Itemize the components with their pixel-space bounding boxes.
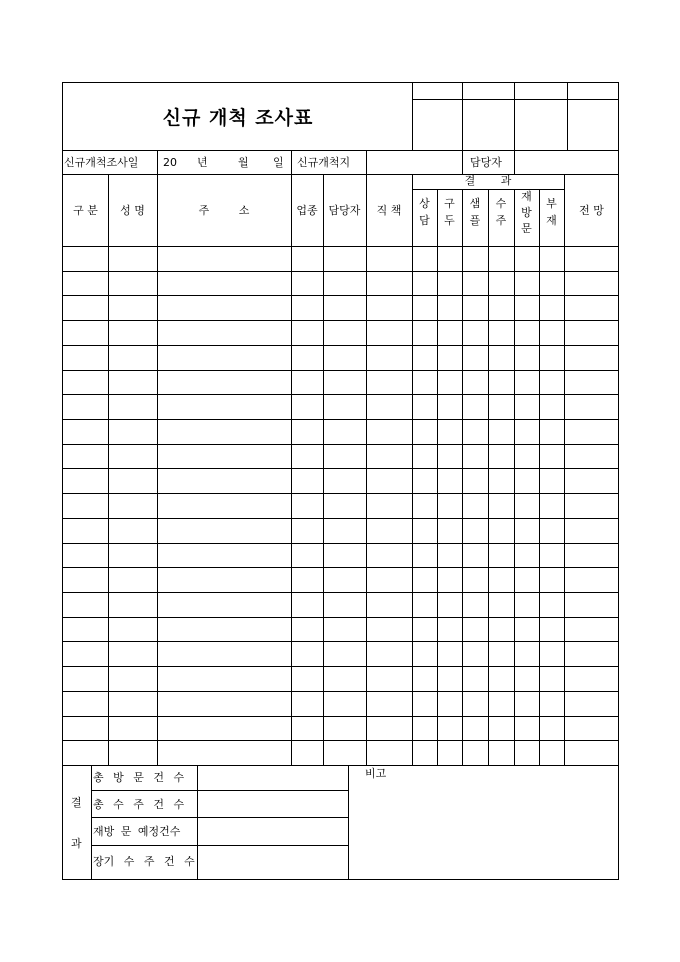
- header-position: 직 책: [376, 204, 402, 217]
- table-row[interactable]: [63, 518, 619, 519]
- col-divider: [157, 174, 158, 765]
- header-absent-1: 부: [546, 197, 557, 210]
- header-sample-1: 샘: [469, 197, 481, 210]
- table-row[interactable]: [63, 543, 619, 544]
- header-address: 주 소: [198, 204, 250, 217]
- table-row[interactable]: [63, 345, 619, 346]
- header-outlook: 전 망: [579, 204, 604, 217]
- survey-form: [62, 82, 619, 880]
- table-row[interactable]: [63, 320, 619, 321]
- col-divider: [323, 174, 324, 765]
- header-verbal-1: 구: [444, 197, 455, 210]
- header-sample-2: 플: [469, 214, 481, 227]
- approval-divider: [567, 83, 568, 151]
- table-row[interactable]: [63, 394, 619, 395]
- header-revisit-1: 재: [521, 190, 532, 203]
- approval-sign-cell[interactable]: [413, 100, 461, 150]
- table-row[interactable]: [63, 666, 619, 667]
- info-divider: [157, 150, 158, 174]
- manager-label: 담당자: [470, 156, 502, 169]
- header-revisit-3: 문: [521, 222, 532, 235]
- col-divider: [108, 174, 109, 765]
- year-label: 년: [197, 156, 208, 169]
- total-visits-label: 총 방 문 건 수: [93, 771, 185, 784]
- planned-revisits-field[interactable]: [198, 818, 348, 845]
- table-row[interactable]: [63, 370, 619, 371]
- header-business: 업종: [296, 204, 318, 217]
- table-row[interactable]: [63, 740, 619, 741]
- remarks-field[interactable]: [349, 781, 619, 880]
- planned-revisits-label: 재방 문 예정건수: [93, 825, 181, 838]
- header-bottom-line: [63, 246, 619, 247]
- form-title: 신규 개척 조사표: [162, 107, 314, 129]
- new-site-label: 신규개척지: [297, 156, 351, 169]
- table-row[interactable]: [63, 716, 619, 717]
- approval-title-cell[interactable]: [413, 84, 461, 99]
- header-order-1: 수: [495, 197, 507, 210]
- table-row[interactable]: [63, 295, 619, 296]
- approval-divider: [462, 83, 463, 151]
- survey-date-label: 신규개척조사일: [64, 156, 139, 169]
- summary-divider: [91, 765, 92, 880]
- col-divider: [291, 174, 292, 765]
- col-divider: [488, 189, 489, 765]
- col-divider: [514, 189, 515, 765]
- info-divider: [462, 150, 463, 174]
- table-row[interactable]: [63, 468, 619, 469]
- table-row[interactable]: [63, 493, 619, 494]
- col-divider: [462, 189, 463, 765]
- manager-field[interactable]: [515, 151, 619, 174]
- table-row[interactable]: [63, 419, 619, 420]
- approval-divider: [514, 83, 515, 151]
- table-row[interactable]: [63, 641, 619, 642]
- header-result: 결 과: [464, 174, 512, 187]
- remarks-label: 비고: [365, 767, 387, 780]
- col-divider: [564, 174, 565, 765]
- year-prefix: 20: [163, 156, 177, 169]
- month-label: 월: [238, 156, 249, 169]
- header-division: 구 분: [73, 204, 98, 217]
- long-term-orders-field[interactable]: [198, 846, 348, 880]
- header-name: 성 명: [120, 204, 145, 217]
- col-divider: [437, 189, 438, 765]
- table-row[interactable]: [63, 271, 619, 272]
- day-label: 일: [273, 156, 284, 169]
- info-divider: [291, 150, 292, 174]
- table-row[interactable]: [63, 691, 619, 692]
- total-orders-field[interactable]: [198, 791, 348, 817]
- header-verbal-2: 두: [444, 214, 455, 227]
- table-row[interactable]: [63, 592, 619, 593]
- summary-label-1: 결: [71, 796, 82, 809]
- header-revisit-2: 방: [521, 206, 532, 219]
- table-row[interactable]: [63, 444, 619, 445]
- table-row[interactable]: [63, 617, 619, 618]
- header-consult-2: 담: [419, 214, 430, 227]
- col-divider: [412, 174, 413, 765]
- header-consult-1: 상: [419, 197, 430, 210]
- col-divider: [366, 174, 367, 765]
- col-divider: [539, 189, 540, 765]
- summary-label-2: 과: [71, 837, 82, 850]
- header-order-2: 주: [495, 214, 507, 227]
- long-term-orders-label: 장기 수 주 건 수: [93, 855, 195, 868]
- new-site-field[interactable]: [367, 151, 462, 174]
- header-person: 담당자: [328, 204, 361, 217]
- total-visits-field[interactable]: [198, 766, 348, 790]
- header-absent-2: 재: [546, 214, 557, 227]
- table-row[interactable]: [63, 567, 619, 568]
- total-orders-label: 총 수 주 건 수: [93, 798, 185, 811]
